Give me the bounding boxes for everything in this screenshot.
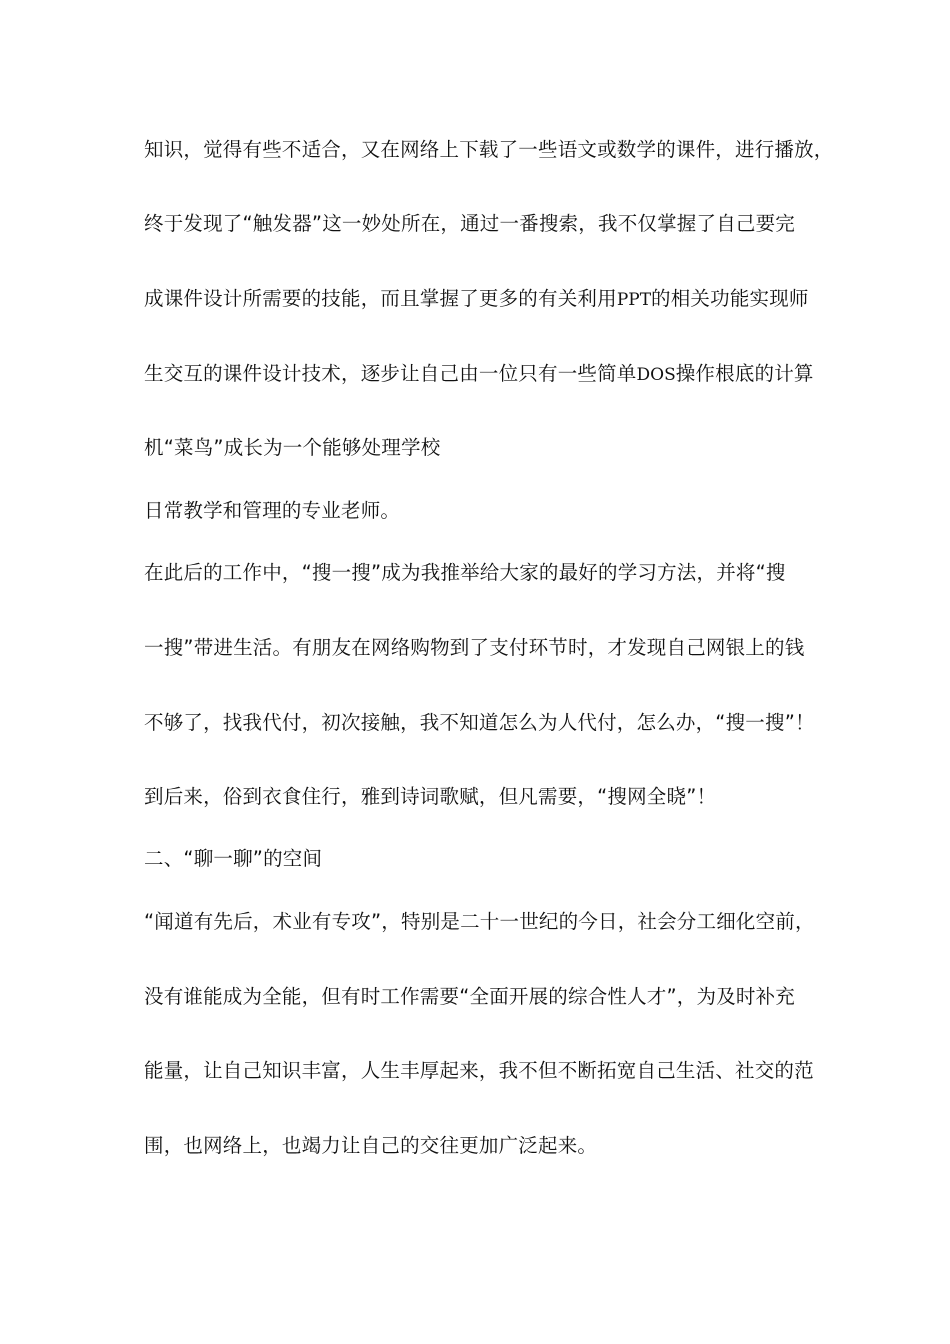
- text-line: 在此后的工作中，“搜一搜”成为我推举给大家的最好的学习方法，并将“搜: [144, 561, 786, 584]
- text-line: 围，也网络上，也竭力让自己的交往更加广泛起来。: [144, 1134, 598, 1157]
- text-line: 日常教学和管理的专业老师。: [144, 499, 401, 522]
- text-line: 生交互的课件设计技术，逐步让自己由一位只有一些简单DOS操作根底的计算: [144, 362, 814, 385]
- text-line: 不够了，找我代付，初次接触，我不知道怎么为人代付，怎么办，“搜一搜”！: [144, 711, 815, 734]
- text-line: 知识，觉得有些不适合，又在网络上下载了一些语文或数学的课件，进行播放，: [144, 138, 834, 161]
- text-line: 到后来，俗到衣食住行，雅到诗词歌赋，但凡需要，“搜网全晓”！: [144, 785, 717, 808]
- text-line: “闻道有先后，术业有专攻”，特别是二十一世纪的今日，社会分工细化空前，: [144, 910, 815, 933]
- section-heading: 二、“聊一聊”的空间: [144, 847, 323, 870]
- text-line: 终于发现了“触发器”这一妙处所在，通过一番搜索，我不仅掌握了自己要完: [144, 212, 796, 235]
- text-line: 能量，让自己知识丰富，人生丰厚起来，我不但不断拓宽自己生活、社交的范: [144, 1059, 814, 1082]
- text-line: 一搜”带进生活。有朋友在网络购物到了支付环节时，才发现自己网银上的钱: [144, 636, 805, 659]
- text-line: 没有谁能成为全能，但有时工作需要“全面开展的综合性人才”，为及时补充: [144, 985, 796, 1008]
- text-line: 机“菜鸟”成长为一个能够处理学校: [144, 436, 441, 459]
- text-line: 成课件设计所需要的技能，而且掌握了更多的有关利用PPT的相关功能实现师: [144, 287, 809, 310]
